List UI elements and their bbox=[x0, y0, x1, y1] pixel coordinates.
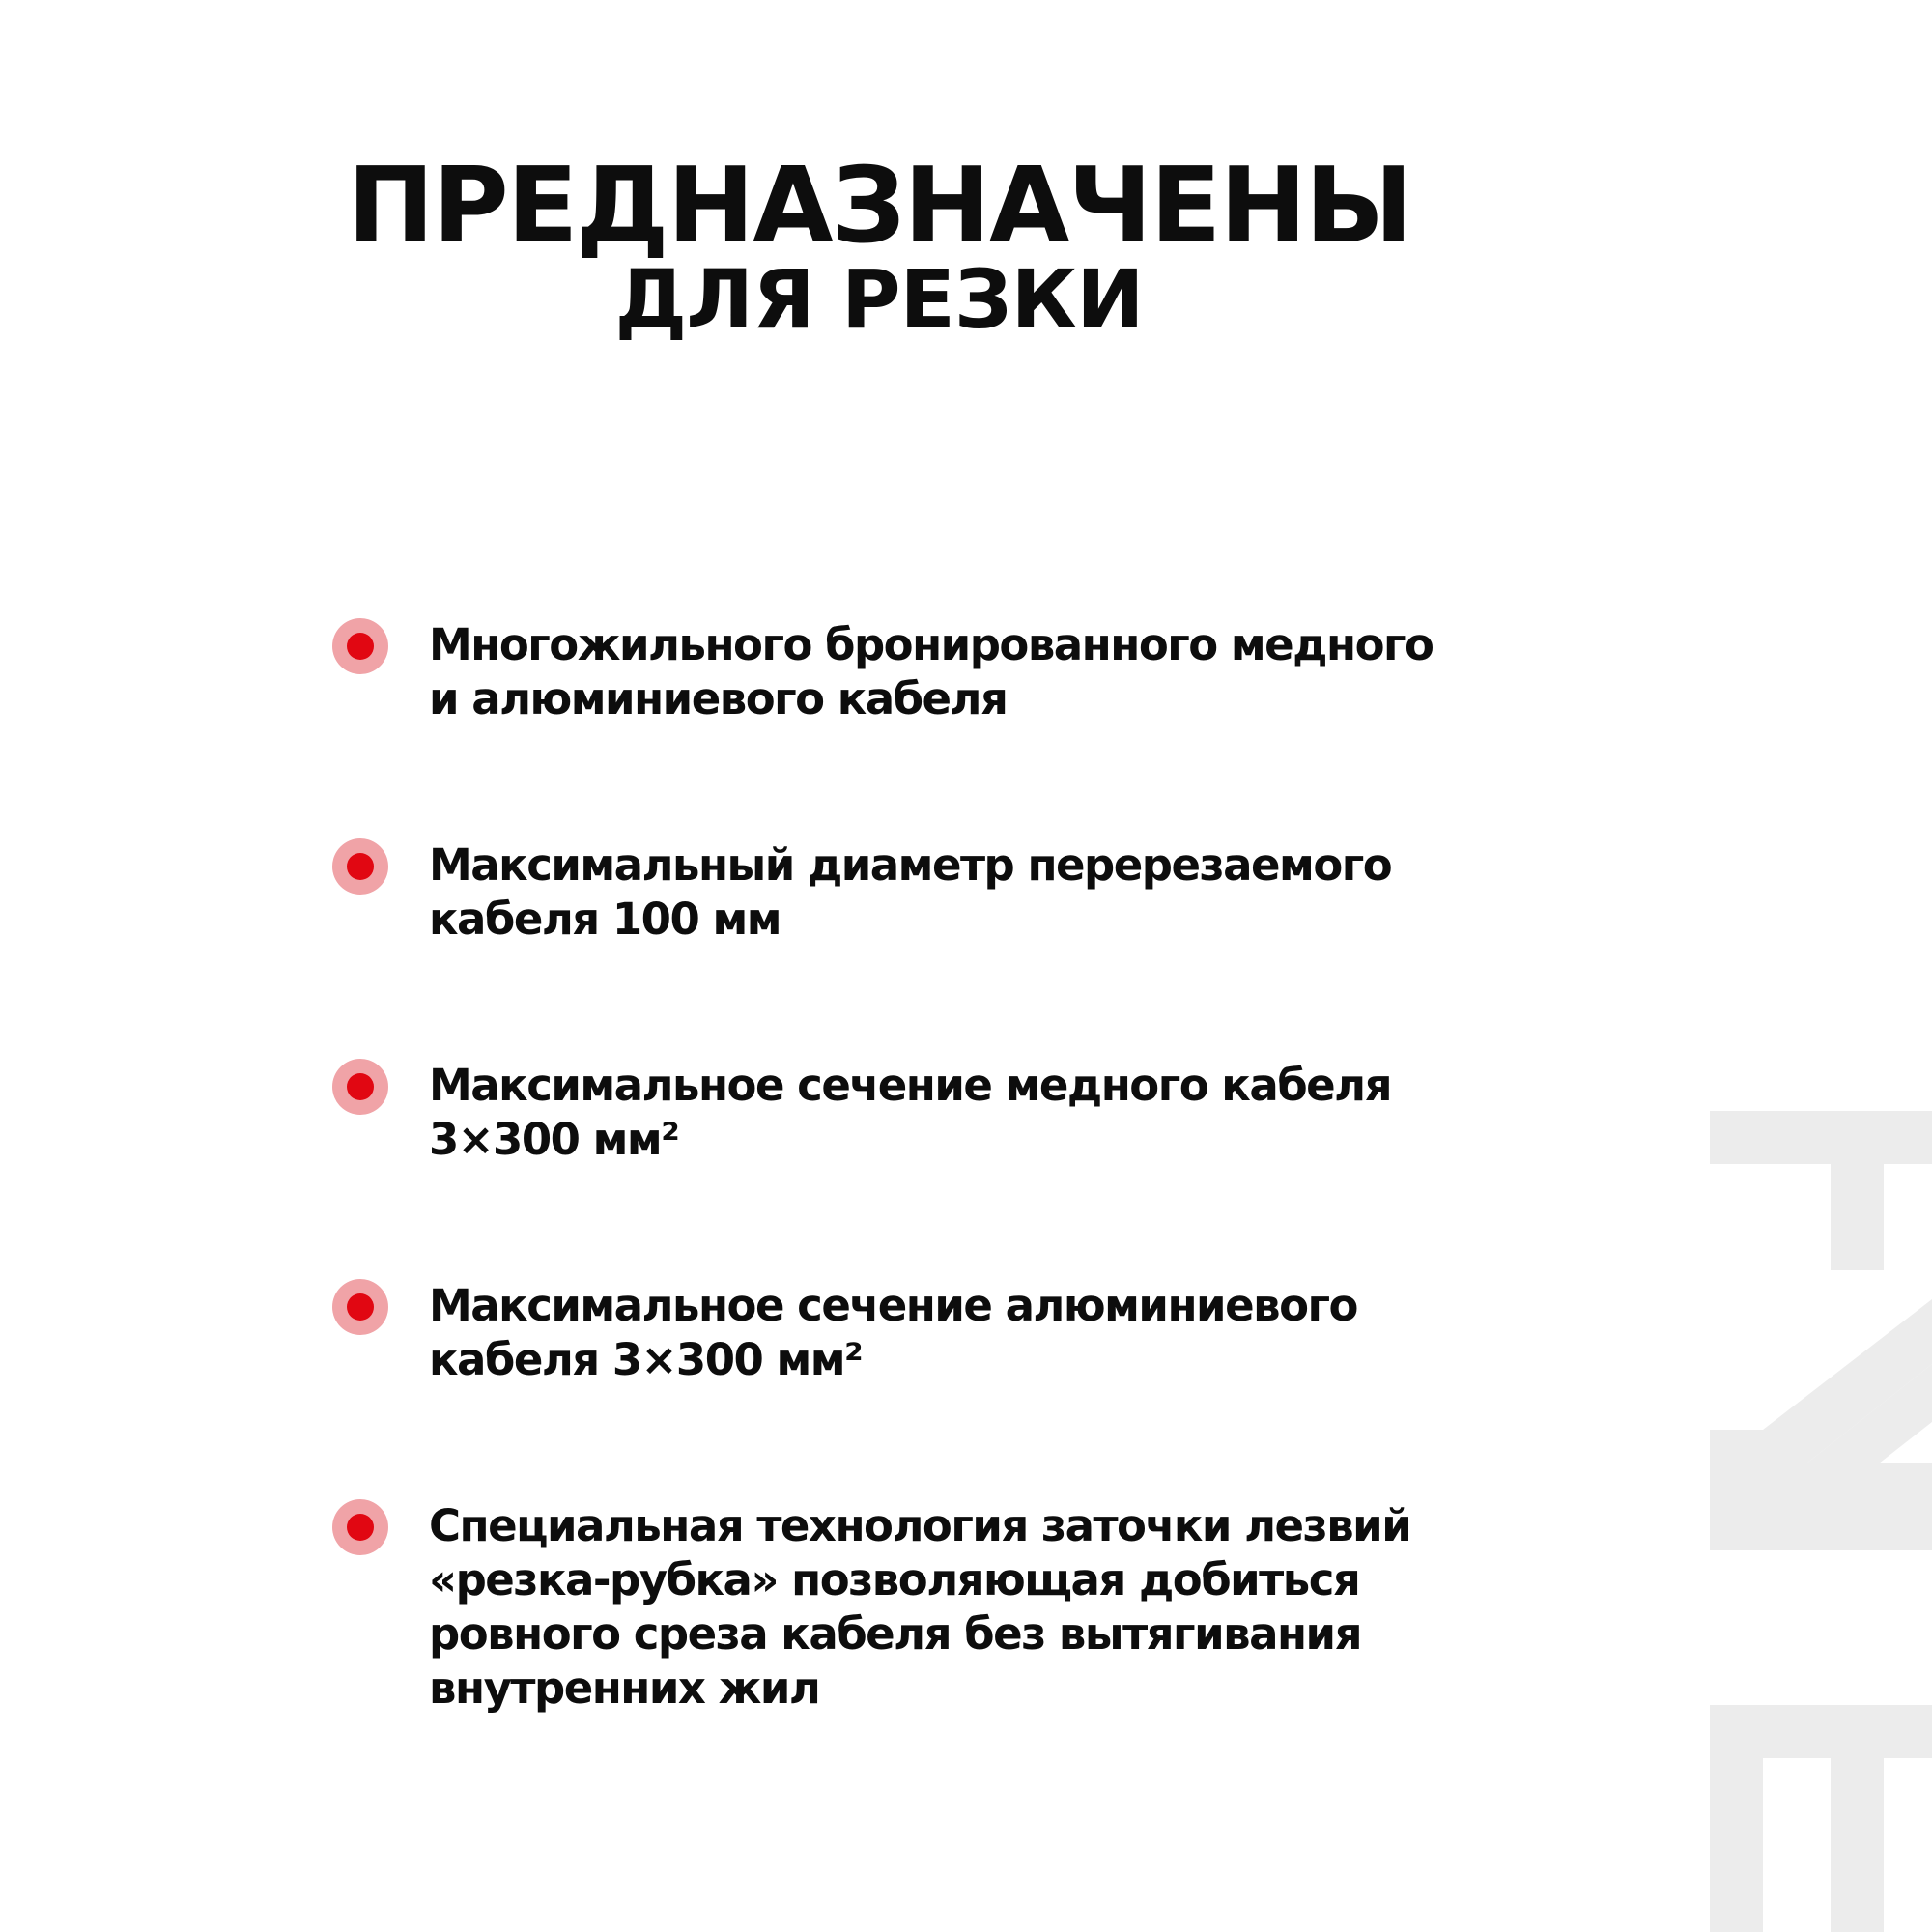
list-item bbox=[332, 838, 1443, 947]
bullet-dot-icon bbox=[332, 618, 388, 674]
bullet-dot-icon bbox=[332, 838, 388, 895]
feature-text: Специальная технология заточки лезвий «резка-рубка» позволяющая добиться ровного среза кабеля без вытягивания внутренних жил bbox=[429, 1500, 1411, 1714]
bullet-dot-icon bbox=[332, 1279, 388, 1335]
feature-text: Максимальный диаметр перерезаемого кабеля 100 мм bbox=[429, 839, 1392, 945]
feature-text: Многожильного бронированного медного и алюминиевого кабеля bbox=[429, 619, 1434, 724]
list-item bbox=[332, 1499, 1443, 1716]
feature-text: Максимальное сечение медного кабеля 3×300 мм² bbox=[429, 1060, 1392, 1165]
bullet-dot-icon bbox=[332, 1499, 388, 1555]
heading bbox=[0, 146, 1758, 347]
feature-list bbox=[332, 618, 1443, 1828]
page-title: ПРЕДНАЗНАЧЕНЫ bbox=[347, 146, 1411, 267]
bullet-dot-icon bbox=[332, 1059, 388, 1115]
list-item bbox=[332, 618, 1443, 726]
page-subtitle: ДЛЯ РЕЗКИ bbox=[614, 252, 1144, 347]
list-item bbox=[332, 1279, 1443, 1387]
feature-text: Максимальное сечение алюминиевого кабеля 3×300 мм² bbox=[429, 1280, 1357, 1385]
ekf-logo-watermark bbox=[1710, 1111, 1932, 1932]
list-item bbox=[332, 1059, 1443, 1167]
